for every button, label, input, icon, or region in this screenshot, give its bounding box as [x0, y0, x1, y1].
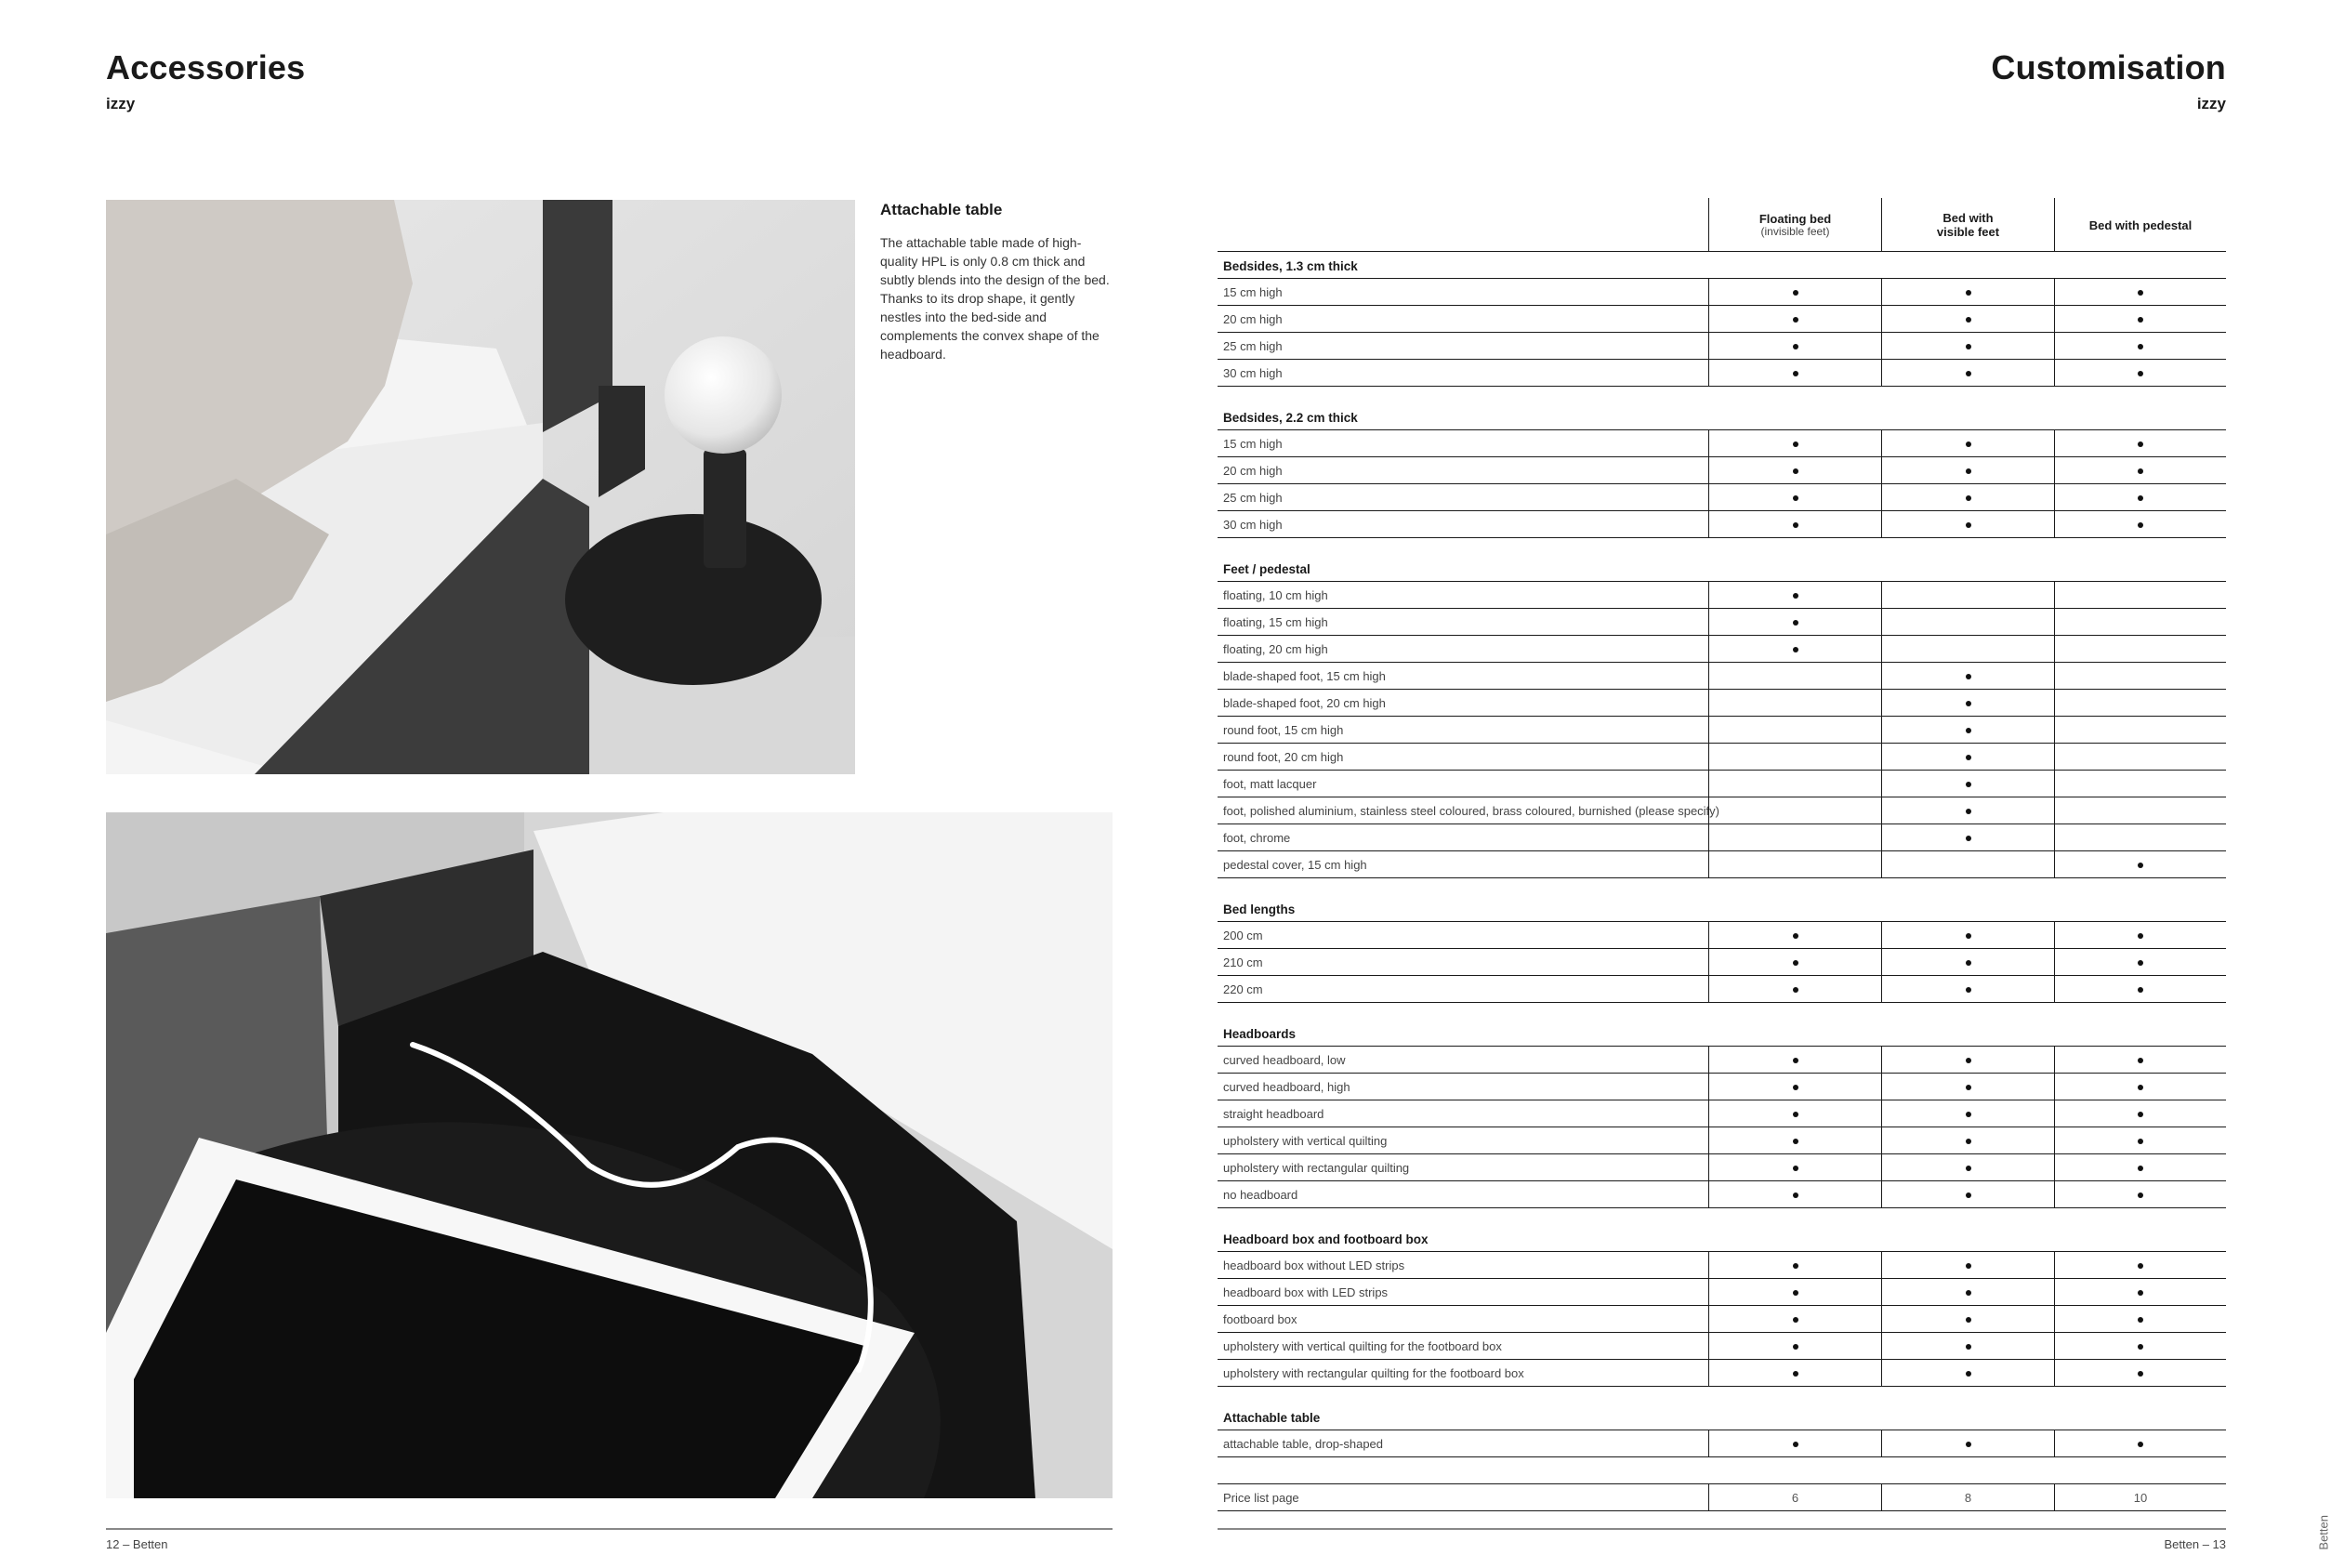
row-label: foot, chrome [1223, 831, 1291, 845]
availability-dot-icon [2138, 1317, 2143, 1323]
availability-dot-icon [1966, 960, 1971, 966]
table-cell [2054, 744, 2226, 771]
availability-dot-icon [1966, 782, 1971, 787]
availability-dot-icon [1966, 441, 1971, 447]
price-page-cell: 6 [1708, 1484, 1881, 1511]
table-cell [2054, 1181, 2226, 1208]
table-cell [1881, 1360, 2054, 1387]
group-spacer [1218, 1387, 2226, 1403]
table-cell [2054, 1074, 2226, 1100]
row-label: 25 cm high [1223, 339, 1283, 353]
table-row [1218, 484, 2226, 511]
table-cell [2054, 636, 2226, 663]
row-label: 20 cm high [1223, 312, 1283, 326]
availability-dot-icon [1966, 317, 1971, 323]
table-row [1218, 690, 2226, 717]
table-row [1218, 511, 2226, 538]
table-cell [2054, 306, 2226, 333]
table-cell [1881, 949, 2054, 976]
availability-dot-icon [1793, 290, 1798, 296]
availability-dot-icon [2138, 1058, 2143, 1063]
row-label: floating, 15 cm high [1223, 615, 1328, 629]
table-cell [2054, 1333, 2226, 1360]
table-cell [1881, 1333, 2054, 1360]
row-label: 30 cm high [1223, 518, 1283, 532]
availability-dot-icon [2138, 290, 2143, 296]
table-cell [2054, 484, 2226, 511]
availability-dot-icon [1966, 755, 1971, 760]
availability-dot-icon [2138, 1290, 2143, 1296]
table-cell [2054, 430, 2226, 457]
group-spacer [1218, 1457, 2226, 1484]
table-cell [2054, 949, 2226, 976]
row-label: floating, 10 cm high [1223, 588, 1328, 602]
column-header-sub: (invisible feet) [1760, 225, 1830, 238]
column-header-pedestal [2054, 198, 2226, 252]
table-cell [2054, 457, 2226, 484]
table-cell [1708, 1279, 1881, 1306]
availability-dot-icon [1966, 1166, 1971, 1171]
row-label: round foot, 20 cm high [1223, 750, 1344, 764]
availability-dot-icon [1793, 441, 1798, 447]
table-group-title: Bedsides, 1.3 cm thick [1218, 252, 2226, 279]
table-cell [1881, 824, 2054, 851]
availability-dot-icon [1966, 495, 1971, 501]
row-label: upholstery with vertical quilting for the footboard box [1223, 1339, 1502, 1353]
table-cell [2054, 1047, 2226, 1074]
table-cell [2054, 797, 2226, 824]
table-group-title: Headboards [1218, 1020, 2226, 1047]
availability-dot-icon [1966, 809, 1971, 814]
table-cell [1708, 609, 1881, 636]
availability-dot-icon [2138, 317, 2143, 323]
row-label: 15 cm high [1223, 437, 1283, 451]
table-row [1218, 609, 2226, 636]
table-cell [1708, 1127, 1881, 1154]
table-cell [2054, 690, 2226, 717]
table-cell [2054, 1279, 2226, 1306]
table-cell [2054, 976, 2226, 1003]
table-cell [1881, 1306, 2054, 1333]
table-cell [1881, 663, 2054, 690]
availability-dot-icon [2138, 1112, 2143, 1117]
availability-dot-icon [2138, 933, 2143, 939]
section-side-tab: Betten [2317, 1515, 2331, 1550]
table-cell [1881, 1430, 2054, 1457]
availability-dot-icon [1966, 1344, 1971, 1350]
table-group-title: Headboard box and footboard box [1218, 1225, 2226, 1252]
availability-dot-icon [1966, 344, 1971, 349]
table-cell [1708, 851, 1881, 878]
availability-dot-icon [2138, 1371, 2143, 1377]
table-cell [1881, 797, 2054, 824]
availability-dot-icon [2138, 1139, 2143, 1144]
page-subtitle-right: izzy [2196, 95, 2226, 112]
table-row [1218, 360, 2226, 387]
table-cell [1708, 663, 1881, 690]
table-cell [1708, 636, 1881, 663]
availability-dot-icon [1966, 1442, 1971, 1447]
table-group-title: Attachable table [1218, 1403, 2226, 1430]
group-spacer [1218, 878, 2226, 895]
availability-dot-icon [1966, 987, 1971, 993]
table-cell [1708, 484, 1881, 511]
table-row [1218, 717, 2226, 744]
table-cell [1708, 1360, 1881, 1387]
availability-dot-icon [2138, 1263, 2143, 1269]
table-body [1218, 252, 2226, 1511]
section-heading: Attachable table [880, 201, 1003, 218]
table-cell [1881, 690, 2054, 717]
table-cell [1881, 306, 2054, 333]
table-cell [1708, 279, 1881, 306]
row-label: 210 cm [1223, 955, 1263, 969]
table-cell [2054, 333, 2226, 360]
table-cell [1881, 636, 2054, 663]
table-row [1218, 1360, 2226, 1387]
availability-dot-icon [2138, 987, 2143, 993]
table-cell [1708, 582, 1881, 609]
availability-dot-icon [2138, 1166, 2143, 1171]
table-cell [2054, 922, 2226, 949]
table-row [1218, 1154, 2226, 1181]
table-cell [1881, 922, 2054, 949]
row-label: no headboard [1223, 1188, 1298, 1202]
table-cell [1881, 1074, 2054, 1100]
table-cell [2054, 360, 2226, 387]
availability-dot-icon [2138, 441, 2143, 447]
table-cell [2054, 1430, 2226, 1457]
table-cell [1708, 1252, 1881, 1279]
table-row [1218, 1306, 2226, 1333]
price-list-row [1218, 1484, 2226, 1511]
section-text: The attachable table made of high-quality HPL is only 0.8 cm thick and subtly blends into the design of the bed. Thanks to its drop shape, it gently nestles into the bed-side and complements the convex shape of the headboard. [880, 235, 1110, 362]
availability-dot-icon [1793, 371, 1798, 376]
row-label: foot, matt lacquer [1223, 777, 1317, 791]
table-cell [2054, 279, 2226, 306]
row-label: blade-shaped foot, 15 cm high [1223, 669, 1386, 683]
availability-dot-icon [1793, 344, 1798, 349]
table-row [1218, 771, 2226, 797]
tablet-on-table-photo [106, 812, 1113, 1498]
page-subtitle-left: izzy [106, 95, 136, 112]
availability-dot-icon [1966, 1112, 1971, 1117]
availability-dot-icon [2138, 1442, 2143, 1447]
row-label: pedestal cover, 15 cm high [1223, 858, 1367, 872]
column-header-floating-bed [1708, 198, 1881, 252]
availability-dot-icon [1966, 1139, 1971, 1144]
table-group-title: Feet / pedestal [1218, 555, 2226, 582]
availability-dot-icon [1793, 1058, 1798, 1063]
availability-dot-icon [1966, 1058, 1971, 1063]
table-row [1218, 1252, 2226, 1279]
table-cell [1881, 457, 2054, 484]
table-cell [2054, 1306, 2226, 1333]
table-row [1218, 1279, 2226, 1306]
table-cell [2054, 1127, 2226, 1154]
table-cell [1708, 430, 1881, 457]
price-page-cell: 8 [1881, 1484, 2054, 1511]
availability-dot-icon [1966, 1371, 1971, 1377]
row-label: 20 cm high [1223, 464, 1283, 478]
availability-dot-icon [1793, 1112, 1798, 1117]
table-cell [1881, 1154, 2054, 1181]
group-spacer [1218, 1003, 2226, 1020]
table-cell [1881, 484, 2054, 511]
table-cell [1708, 949, 1881, 976]
table-cell [1708, 1074, 1881, 1100]
table-cell [1881, 1127, 2054, 1154]
table-row [1218, 333, 2226, 360]
row-label: upholstery with vertical quilting [1223, 1134, 1388, 1148]
page-number-right: Betten – 13 [2164, 1537, 2226, 1551]
availability-dot-icon [1793, 1371, 1798, 1377]
table-cell [1881, 744, 2054, 771]
availability-dot-icon [1966, 1290, 1971, 1296]
table-cell [1708, 1430, 1881, 1457]
table-cell [2054, 1100, 2226, 1127]
table-row [1218, 851, 2226, 878]
table-row [1218, 824, 2226, 851]
availability-dot-icon [2138, 863, 2143, 868]
row-label: footboard box [1223, 1312, 1297, 1326]
availability-dot-icon [1966, 1263, 1971, 1269]
availability-dot-icon [1966, 701, 1971, 706]
table-row [1218, 1100, 2226, 1127]
availability-dot-icon [2138, 522, 2143, 528]
availability-dot-icon [1793, 620, 1798, 626]
column-header-main: Bed with pedestal [2088, 217, 2193, 232]
table-group-title: Bedsides, 2.2 cm thick [1218, 403, 2226, 430]
table-cell [1708, 1100, 1881, 1127]
table-cell [1881, 430, 2054, 457]
page-title-accessories: Accessories [106, 48, 306, 86]
table-cell [1881, 609, 2054, 636]
table-cell [1881, 1047, 2054, 1074]
table-row [1218, 582, 2226, 609]
table-cell [1708, 744, 1881, 771]
table-row [1218, 1333, 2226, 1360]
table-cell [1881, 333, 2054, 360]
availability-dot-icon [2138, 1344, 2143, 1350]
table-row [1218, 922, 2226, 949]
table-cell [2054, 717, 2226, 744]
table-row [1218, 457, 2226, 484]
table-cell [2054, 851, 2226, 878]
availability-dot-icon [1793, 1344, 1798, 1350]
availability-dot-icon [1793, 1442, 1798, 1447]
table-row [1218, 430, 2226, 457]
availability-dot-icon [2138, 1085, 2143, 1090]
availability-dot-icon [1793, 647, 1798, 652]
table-cell [2054, 609, 2226, 636]
availability-dot-icon [1793, 1166, 1798, 1171]
table-row [1218, 1181, 2226, 1208]
table-row [1218, 663, 2226, 690]
table-cell [1881, 717, 2054, 744]
table-row [1218, 1074, 2226, 1100]
table-row [1218, 636, 2226, 663]
table-row [1218, 797, 2226, 824]
availability-dot-icon [2138, 1192, 2143, 1198]
footer-divider-left [106, 1528, 1113, 1530]
row-label: round foot, 15 cm high [1223, 723, 1344, 737]
table-cell [1881, 1279, 2054, 1306]
group-spacer [1218, 538, 2226, 555]
table-cell [1708, 771, 1881, 797]
availability-dot-icon [1793, 1192, 1798, 1198]
row-label: attachable table, drop-shaped [1223, 1437, 1384, 1451]
table-header [1218, 198, 2226, 252]
table-row [1218, 949, 2226, 976]
availability-dot-icon [1966, 933, 1971, 939]
row-label: upholstery with rectangular quilting for the footboard box [1223, 1366, 1524, 1380]
table-row [1218, 1430, 2226, 1457]
tablet-on-table-illustration [106, 812, 1113, 1498]
table-cell [1881, 1181, 2054, 1208]
row-label: floating, 20 cm high [1223, 642, 1328, 656]
row-label: upholstery with rectangular quilting [1223, 1161, 1410, 1175]
row-label: curved headboard, low [1223, 1053, 1346, 1067]
table-cell [1708, 797, 1881, 824]
row-label: 25 cm high [1223, 491, 1283, 505]
table-cell [1708, 511, 1881, 538]
availability-dot-icon [1793, 933, 1798, 939]
availability-dot-icon [1966, 674, 1971, 679]
availability-dot-icon [1793, 1139, 1798, 1144]
availability-dot-icon [2138, 495, 2143, 501]
availability-dot-icon [1966, 468, 1971, 474]
table-cell [2054, 1360, 2226, 1387]
availability-dot-icon [1793, 468, 1798, 474]
table-cell [2054, 771, 2226, 797]
table-cell [1881, 360, 2054, 387]
bed-with-table-illustration [106, 200, 855, 774]
table-cell [1881, 511, 2054, 538]
table-cell [1708, 690, 1881, 717]
availability-dot-icon [2138, 960, 2143, 966]
table-cell [1881, 851, 2054, 878]
availability-dot-icon [1793, 1085, 1798, 1090]
table-cell [2054, 511, 2226, 538]
availability-dot-icon [2138, 344, 2143, 349]
row-label: headboard box without LED strips [1223, 1258, 1405, 1272]
table-cell [2054, 824, 2226, 851]
table-cell [2054, 663, 2226, 690]
table-cell [1708, 1306, 1881, 1333]
table-row [1218, 976, 2226, 1003]
group-spacer [1218, 387, 2226, 403]
table-cell [1708, 333, 1881, 360]
availability-dot-icon [1793, 1290, 1798, 1296]
availability-dot-icon [1966, 1192, 1971, 1198]
row-label: 30 cm high [1223, 366, 1283, 380]
table-cell [1881, 1252, 2054, 1279]
table-cell [1708, 1047, 1881, 1074]
table-row [1218, 306, 2226, 333]
column-header-main: Bed with visible feet [1936, 211, 2000, 239]
table-cell [1881, 582, 2054, 609]
table-cell [1708, 976, 1881, 1003]
page-title-customisation: Customisation [1991, 48, 2226, 86]
availability-dot-icon [1793, 960, 1798, 966]
table-cell [2054, 1154, 2226, 1181]
table-group-title: Bed lengths [1218, 895, 2226, 922]
row-label: curved headboard, high [1223, 1080, 1350, 1094]
table-row [1218, 744, 2226, 771]
table-row [1218, 1127, 2226, 1154]
customisation-table [1218, 198, 2226, 1511]
table-cell [1881, 976, 2054, 1003]
row-label: blade-shaped foot, 20 cm high [1223, 696, 1386, 710]
availability-dot-icon [1966, 371, 1971, 376]
availability-dot-icon [1793, 1317, 1798, 1323]
table-cell [1708, 1154, 1881, 1181]
availability-dot-icon [1793, 987, 1798, 993]
table-cell [1708, 457, 1881, 484]
row-label: headboard box with LED strips [1223, 1285, 1389, 1299]
table-cell [1708, 1333, 1881, 1360]
availability-dot-icon [1966, 522, 1971, 528]
availability-dot-icon [1793, 495, 1798, 501]
availability-dot-icon [1793, 522, 1798, 528]
table-cell [1708, 360, 1881, 387]
table-cell [1708, 306, 1881, 333]
row-label: 15 cm high [1223, 285, 1283, 299]
row-label: 200 cm [1223, 929, 1263, 942]
column-header-visible-feet [1881, 198, 2054, 252]
group-spacer [1218, 1208, 2226, 1225]
table-cell [2054, 1252, 2226, 1279]
table-cell [2054, 582, 2226, 609]
availability-dot-icon [2138, 371, 2143, 376]
availability-dot-icon [1793, 593, 1798, 599]
table-cell [1708, 1181, 1881, 1208]
column-header-main: Floating bed [1758, 212, 1832, 226]
availability-dot-icon [1966, 728, 1971, 733]
page-number-left: 12 – Betten [106, 1537, 168, 1551]
row-label: Price list page [1223, 1491, 1299, 1505]
table-cell [1881, 1100, 2054, 1127]
availability-dot-icon [1966, 1085, 1971, 1090]
row-label: foot, polished aluminium, stainless steel coloured, brass coloured, burnished (please specify) [1223, 804, 1720, 818]
footer-divider-right [1218, 1528, 2226, 1530]
table-row [1218, 279, 2226, 306]
price-page-cell: 10 [2054, 1484, 2226, 1511]
availability-dot-icon [1966, 1317, 1971, 1323]
table-cell [1708, 824, 1881, 851]
availability-dot-icon [1966, 290, 1971, 296]
availability-dot-icon [2138, 468, 2143, 474]
availability-dot-icon [1793, 317, 1798, 323]
row-label: 220 cm [1223, 982, 1263, 996]
bed-with-table-photo [106, 200, 855, 774]
table-cell [1881, 279, 2054, 306]
availability-dot-icon [1966, 836, 1971, 841]
availability-dot-icon [1793, 1263, 1798, 1269]
row-label: straight headboard [1223, 1107, 1324, 1121]
table-cell [1708, 717, 1881, 744]
table-cell [1708, 922, 1881, 949]
table-cell [1881, 771, 2054, 797]
table-row [1218, 1047, 2226, 1074]
